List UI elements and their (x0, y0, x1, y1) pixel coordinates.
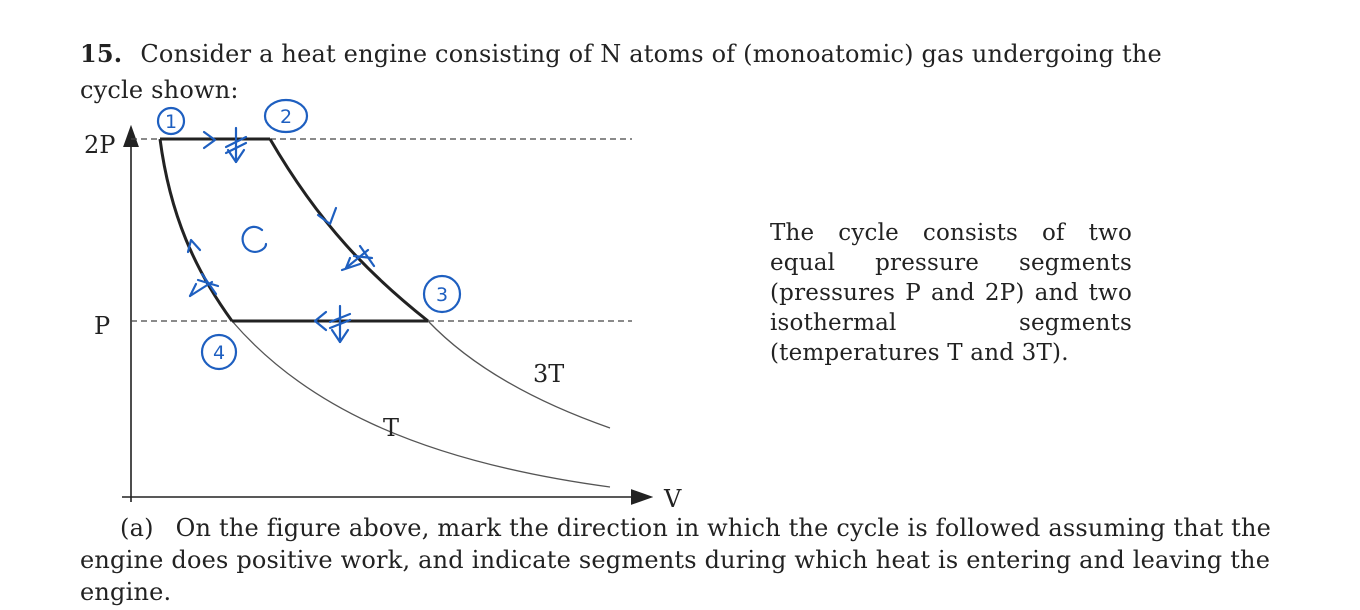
heat-marker-4-1 (190, 274, 218, 296)
isotherm-3t-curve (428, 321, 610, 428)
state-3-number: 3 (436, 284, 449, 306)
label-t: T (383, 414, 400, 442)
heat-in-marker-top (226, 128, 246, 162)
segment-2-3 (270, 139, 428, 321)
question-number: 15. (80, 39, 123, 68)
segment-4-1 (160, 139, 232, 321)
part-a-label: (a) (120, 514, 154, 542)
state-2-number: 2 (280, 106, 293, 128)
state-1-number: 1 (165, 111, 178, 133)
part-a-text: On the figure above, mark the direction in which the cycle is followed assuming that the engine does positive work, and indicate segments during which heat is entering and leaving the engine. (80, 514, 1272, 606)
part-a (80, 512, 1300, 608)
state-4-number: 4 (213, 342, 226, 364)
label-p: P (94, 312, 111, 340)
arrow-down-2-3 (318, 208, 336, 224)
heat-out-marker-bottom (330, 306, 350, 342)
circulation-arrow (243, 227, 266, 252)
label-2p: 2P (84, 131, 116, 159)
question-text-line2: cycle shown: (80, 76, 239, 104)
label-v: V (664, 485, 682, 513)
question-text-line1: Consider a heat engine consisting of N atoms of (monoatomic) gas undergoing the (140, 40, 1162, 68)
cycle-description: The cycle consists of two equal pressure segments (pressures P and 2P) and two isothermal segments (temperatures T and 3T). (770, 220, 1132, 366)
label-3t: 3T (533, 360, 565, 388)
isotherm-t-curve (232, 321, 610, 487)
heat-marker-2-3 (342, 246, 374, 270)
